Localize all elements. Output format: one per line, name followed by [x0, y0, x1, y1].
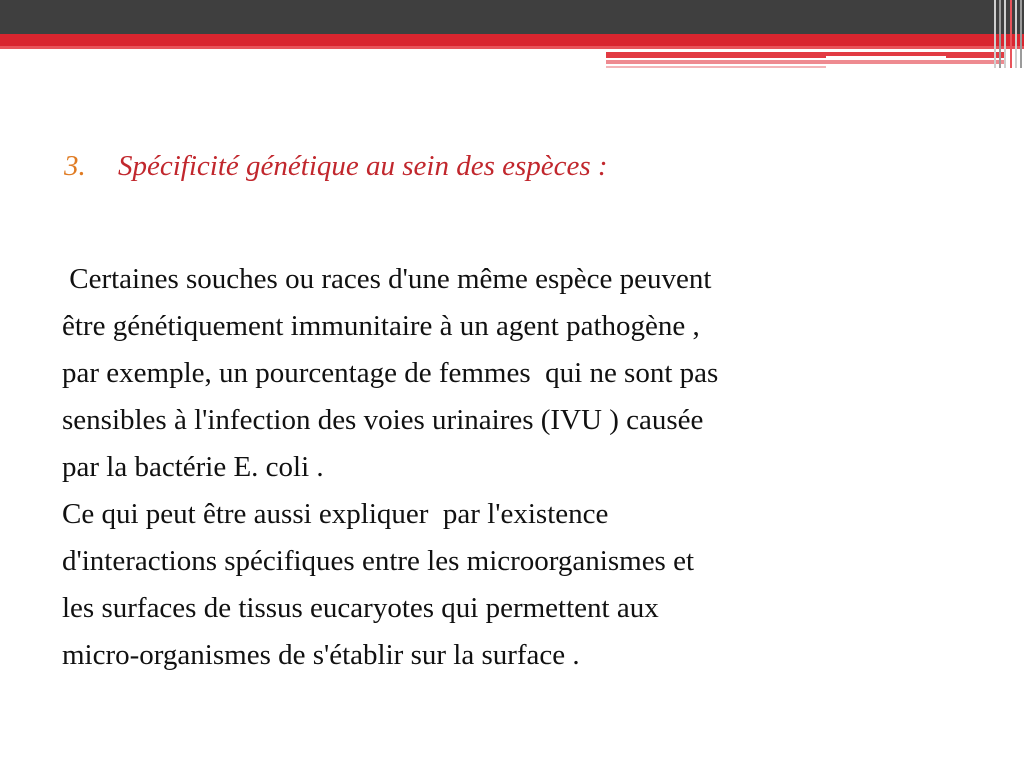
decor-vertical-line	[1010, 0, 1012, 68]
body-line: micro-organismes de s'établir sur la surface .	[62, 639, 580, 671]
body-line: être génétiquement immunitaire à un agent pathogène ,	[62, 310, 700, 342]
decor-vertical-line	[994, 0, 996, 68]
body-line: par la bactérie E. coli .	[62, 451, 324, 483]
body-line: d'interactions spécifiques entre les microorganismes et	[62, 545, 695, 577]
body-line: les surfaces de tissus eucaryotes qui permettent aux	[62, 592, 659, 624]
body-line: sensibles à l'infection des voies urinaires (IVU ) causée	[62, 404, 704, 436]
ribbon-stripe	[826, 56, 946, 58]
decor-vertical-line	[999, 0, 1001, 68]
top-red-thin-band	[0, 46, 1024, 49]
body-line: par exemple, un pourcentage de femmes qui ne sont pas	[62, 357, 719, 389]
ribbon-stripe	[606, 66, 826, 68]
body-paragraph	[62, 256, 982, 679]
heading-number: 3.	[64, 150, 86, 182]
top-red-band	[0, 34, 1024, 46]
decor-vertical-line	[1020, 0, 1022, 68]
decor-vertical-line	[1004, 0, 1006, 68]
decor-vertical-line	[1015, 0, 1017, 68]
body-line: Certaines souches ou races d'une même espèce peuvent	[62, 263, 712, 295]
ribbon-stripe	[606, 52, 1006, 58]
section-heading	[64, 150, 964, 183]
heading-title: Spécificité génétique au sein des espèces :	[118, 150, 608, 182]
body-line: Ce qui peut être aussi expliquer par l'existence	[62, 498, 609, 530]
ribbon-stripe	[606, 60, 1006, 64]
top-dark-band	[0, 0, 1024, 34]
